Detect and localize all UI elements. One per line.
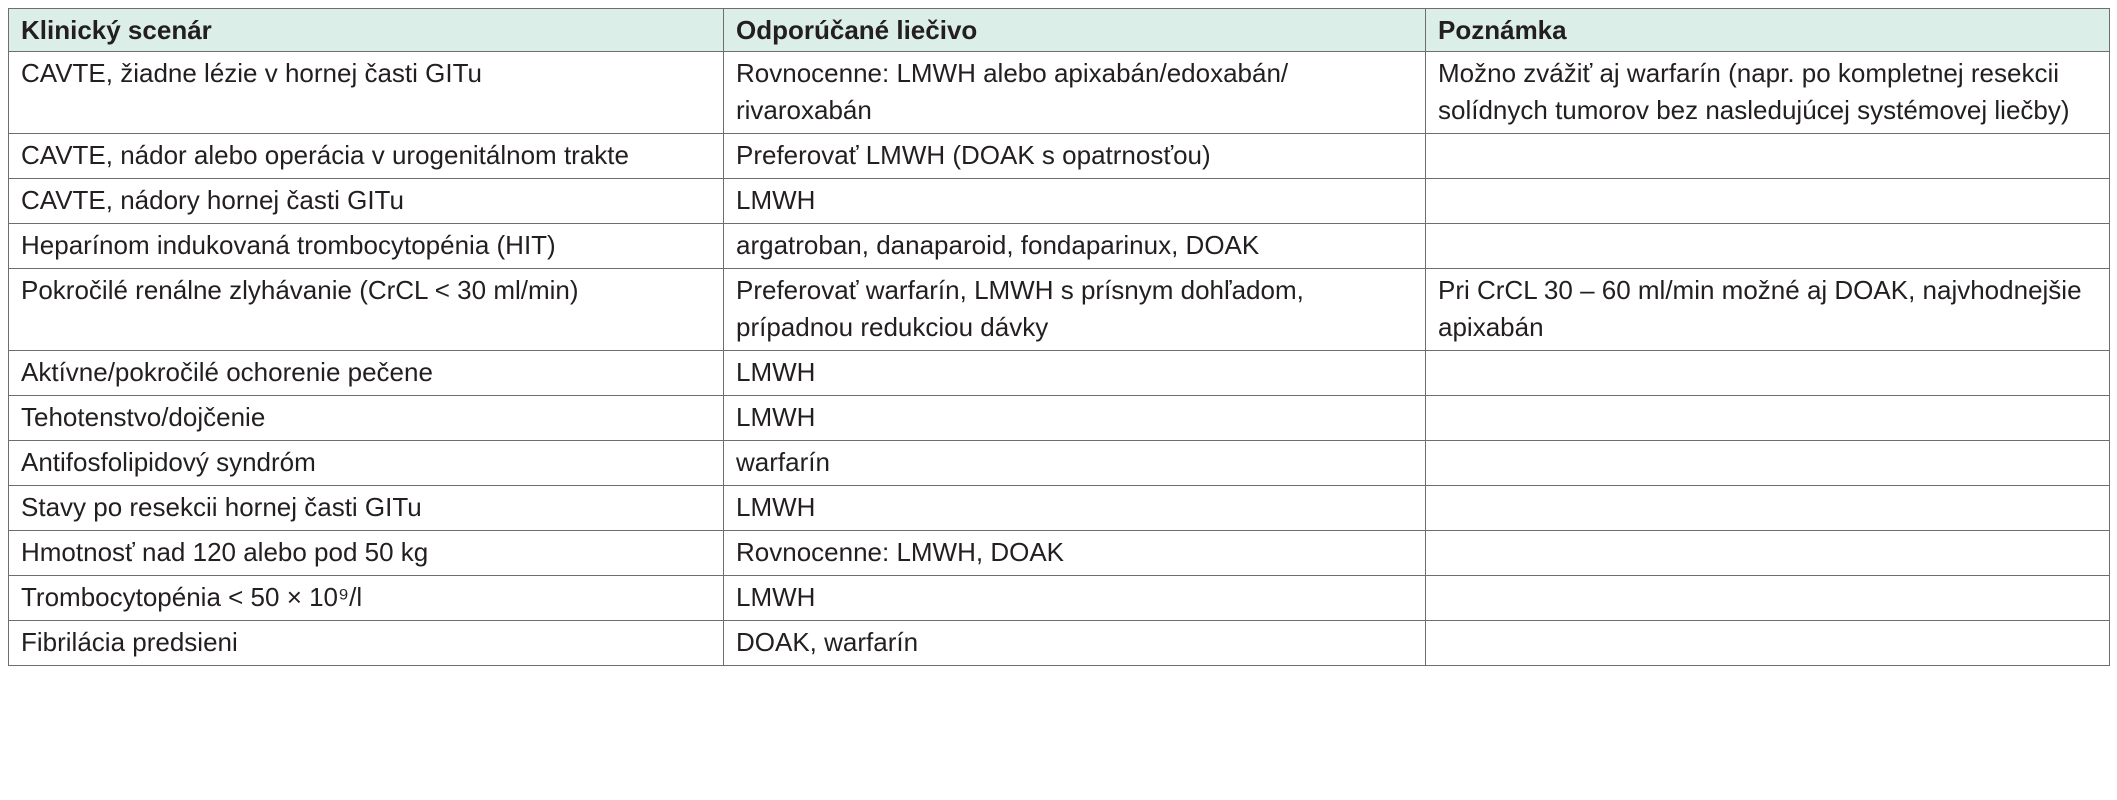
- cell-drug: LMWH: [724, 486, 1426, 531]
- table-row: [9, 351, 2110, 396]
- cell-note: [1426, 396, 2110, 441]
- cell-scenario: Heparínom indukovaná trombocytopénia (HIT): [9, 224, 724, 269]
- cell-drug: LMWH: [724, 396, 1426, 441]
- cell-drug: Preferovať LMWH (DOAK s opatrnosťou): [724, 134, 1426, 179]
- header-clinical-scenario: Klinický scenár: [9, 9, 724, 52]
- cell-scenario: Stavy po resekcii hornej časti GITu: [9, 486, 724, 531]
- cell-note: Pri CrCL 30 – 60 ml/min možné aj DOAK, najvhodnejšie apixabán: [1426, 269, 2110, 351]
- table-row: [9, 621, 2110, 666]
- cell-drug: Rovnocenne: LMWH alebo apixabán/edoxabán/ rivaroxabán: [724, 52, 1426, 134]
- table-row: [9, 486, 2110, 531]
- cell-scenario: CAVTE, nádory hornej časti GITu: [9, 179, 724, 224]
- cell-scenario: Antifosfolipidový syndróm: [9, 441, 724, 486]
- table-body: [9, 52, 2110, 666]
- cell-drug: LMWH: [724, 576, 1426, 621]
- cell-scenario: Aktívne/pokročilé ochorenie pečene: [9, 351, 724, 396]
- cell-note: [1426, 621, 2110, 666]
- header-recommended-drug: Odporúčané liečivo: [724, 9, 1426, 52]
- cell-scenario: Trombocytopénia < 50 × 10⁹/l: [9, 576, 724, 621]
- cell-note: Možno zvážiť aj warfarín (napr. po kompletnej resekcii solídnych tumorov bez nasledujúcej systémovej liečby): [1426, 52, 2110, 134]
- cell-note: [1426, 576, 2110, 621]
- table-row: [9, 396, 2110, 441]
- table-header: [9, 9, 2110, 52]
- cell-scenario: Hmotnosť nad 120 alebo pod 50 kg: [9, 531, 724, 576]
- table-row: [9, 269, 2110, 351]
- cell-scenario: CAVTE, žiadne lézie v hornej časti GITu: [9, 52, 724, 134]
- table-row: [9, 576, 2110, 621]
- cell-note: [1426, 351, 2110, 396]
- cell-note: [1426, 179, 2110, 224]
- header-row: [9, 9, 2110, 52]
- cell-drug: LMWH: [724, 179, 1426, 224]
- table-row: [9, 179, 2110, 224]
- table-row: [9, 134, 2110, 179]
- cell-note: [1426, 441, 2110, 486]
- cell-drug: Rovnocenne: LMWH, DOAK: [724, 531, 1426, 576]
- header-note: Poznámka: [1426, 9, 2110, 52]
- cell-note: [1426, 224, 2110, 269]
- cell-scenario: Fibrilácia predsieni: [9, 621, 724, 666]
- cell-note: [1426, 486, 2110, 531]
- cell-drug: LMWH: [724, 351, 1426, 396]
- table-row: [9, 441, 2110, 486]
- cell-drug: Preferovať warfarín, LMWH s prísnym dohľadom, prípadnou redukciou dávky: [724, 269, 1426, 351]
- cell-scenario: Tehotenstvo/dojčenie: [9, 396, 724, 441]
- cell-scenario: Pokročilé renálne zlyhávanie (CrCL < 30 ml/min): [9, 269, 724, 351]
- recommendation-table: [8, 8, 2110, 666]
- cell-note: [1426, 134, 2110, 179]
- cell-drug: warfarín: [724, 441, 1426, 486]
- cell-note: [1426, 531, 2110, 576]
- cell-scenario: CAVTE, nádor alebo operácia v urogenitálnom trakte: [9, 134, 724, 179]
- table-row: [9, 224, 2110, 269]
- cell-drug: argatroban, danaparoid, fondaparinux, DOAK: [724, 224, 1426, 269]
- table-row: [9, 531, 2110, 576]
- cell-drug: DOAK, warfarín: [724, 621, 1426, 666]
- table-row: [9, 52, 2110, 134]
